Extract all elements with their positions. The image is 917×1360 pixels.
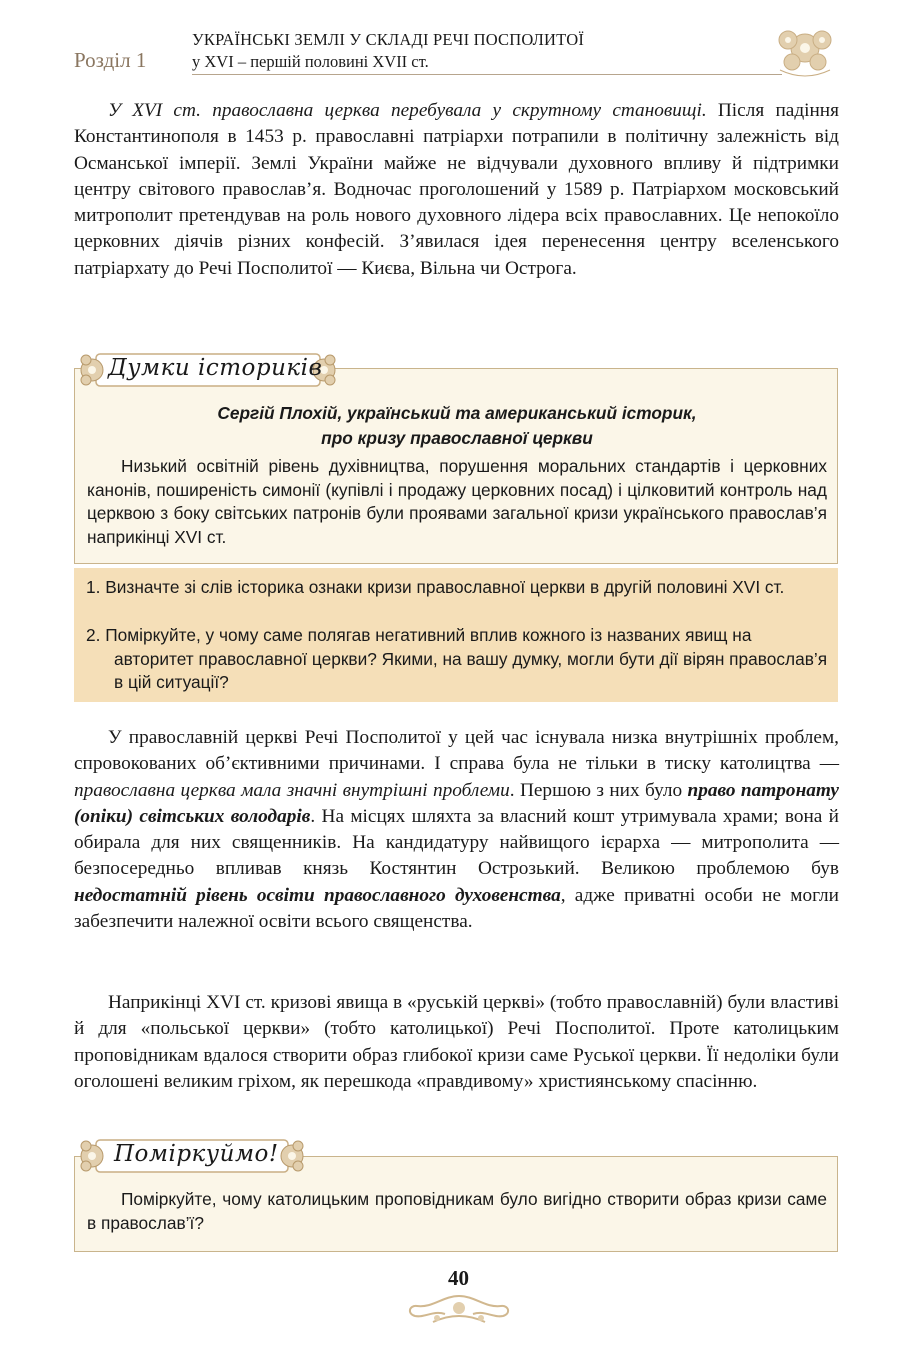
think-tab-label: Поміркуймо! [114,1141,279,1167]
body-text: У православній церкві Речі Посполитої у цей час існувала низка внутрішніх проблем, спровокованих об’єктивними причинами. І справа була не тільки в тиску католицтва — [74,727,839,775]
page-header [74,26,784,78]
body-emphasis: православна церква мала значні внутрішні проблеми [74,779,510,801]
section-label: Розділ 1 [74,48,147,72]
intro-lead: У XVI ст. православна церква перебувала у скрутному становищі. [108,100,707,121]
tasks-box [74,568,838,702]
page-number: 40 [448,1266,469,1290]
quote-author-line2: про кризу православної церкви [321,428,593,448]
body-text: . Першою з них було [509,779,688,801]
think-tab [78,1134,306,1178]
historians-tab [78,348,338,392]
intro-paragraph [74,98,839,282]
task-item: 1. Визначте зі слів історика ознаки кризи православної церкви в другій половині XVI ст. [86,577,785,597]
quote-text: Низький освітній рівень духівництва, порушення моральних стандартів і церковних канонів, поширеність симонії (купівлі і продажу церковних посад) і цілковитий контроль над церквою з боку світських патронів були проявами загальної кризи українського православ’я наприкінці XVI ст. [87,456,827,547]
body-text: , адже приватні особи не могли забезпечити належної освіти всього священства. [74,884,839,933]
body-term: недостатній рівень освіти православного духовенства [74,884,561,906]
chapter-title: УКРАЇНСЬКІ ЗЕМЛІ У СКЛАДІ РЕЧІ ПОСПОЛИТОЇ [192,30,585,49]
historians-tab-label: Думки істориків [108,355,323,381]
quote-author [75,401,839,451]
intro-text: Після падіння Константинополя в 1453 р. православні патріархи потрапили в політичну залежність від Османської імперії. Землі України майже не відчували духовного впливу й підтримки центру світового православ’я. Водночас проголошений у 1589 р. Патріархом московський митрополит претендував на роль нового духовного лідера всіх православних. Це непокоїло церковних діячів різних конфесій. З’явилася ідея перенесення центру вселенського патріархату до Речі Посполитої — Києва, Вільна чи Острога. [74,100,839,279]
quote-author-line1: Сергій Плохій, український та американський історик, [217,403,697,423]
body-paragraph-1 [74,725,839,935]
task-item: 2. Поміркуйте, у чому саме полягав негативний вплив кожного із названих явищ на авторитет православної церкви? Якими, на вашу думку, могли бути дії вірян православ’я в цій ситуації? [86,625,828,692]
floral-footer-ornament-icon [403,1288,515,1328]
header-rule [192,74,782,75]
think-question: Поміркуйте, чому католицьким проповідникам було вигідно створити образ кризи саме в православ’ї? [87,1189,827,1233]
historians-quote-box [74,368,838,564]
chapter-subtitle: у XVI – першій половині XVII ст. [192,52,429,71]
floral-corner-ornament-icon [770,20,840,80]
body-term: право патронату (опіки) світських володарів [74,779,839,827]
body-text: . На місцях шляхта за власний кошт утримувала храми; вона й обирала для них священників. На кандидатуру найвищого ієрарха — митрополита — безпосередньо впливав князь Костянтин Острозький. Великою проблемою був [74,805,839,880]
body-paragraph-2: Наприкінці XVI ст. кризові явища в «руській церкві» (тобто православній) були властиві й для «польської церкви» (тобто католицької) Речі Посполитої. Проте католицьким проповідникам вдалося створити образ глибокої кризи саме Руської церкви. Її недоліки були оголошені великим гріхом, як перешкода «правдивому» християнському спасінню. [74,992,839,1092]
